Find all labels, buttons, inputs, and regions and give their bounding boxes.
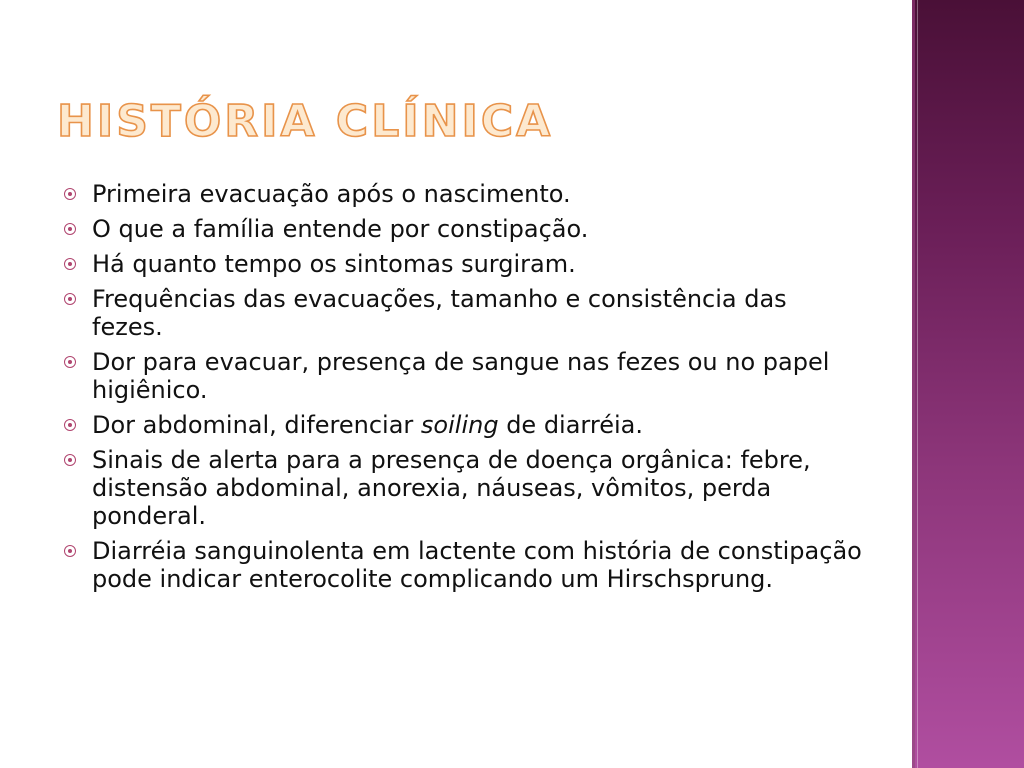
bullet-item: [62, 446, 862, 530]
circle-bullet-icon: [64, 293, 76, 305]
bullet-text: Há quanto tempo os sintomas surgiram.: [92, 250, 576, 278]
bullet-item: [62, 348, 862, 404]
bullet-item: [62, 215, 862, 243]
circle-bullet-icon: [64, 223, 76, 235]
circle-bullet-icon: [64, 258, 76, 270]
bullet-text: Sinais de alerta para a presença de doença orgânica: febre, distensão abdominal, anorexia, náuseas, vômitos, perda ponderal.: [92, 446, 811, 530]
bullet-item: [62, 537, 862, 593]
bullet-text: Primeira evacuação após o nascimento.: [92, 180, 571, 208]
slide-title: HISTÓRIA CLÍNICA: [57, 96, 554, 147]
bullet-emphasis: soiling: [420, 411, 499, 439]
bullet-text: Dor para evacuar, presença de sangue nas fezes ou no papel higiênico.: [92, 348, 830, 404]
circle-bullet-icon: [64, 356, 76, 368]
decorative-side-panel: [912, 0, 1024, 768]
bullet-item: [62, 411, 862, 439]
circle-bullet-icon: [64, 545, 76, 557]
bullet-list: [62, 180, 862, 600]
bullet-item: [62, 250, 862, 278]
circle-bullet-icon: [64, 188, 76, 200]
circle-bullet-icon: [64, 419, 76, 431]
bullet-text: Diarréia sanguinolenta em lactente com história de constipação pode indicar enterocolite complicando um Hirschsprung.: [92, 537, 862, 593]
bullet-text: Frequências das evacuações, tamanho e consistência das fezes.: [92, 285, 787, 341]
bullet-item: [62, 180, 862, 208]
circle-bullet-icon: [64, 454, 76, 466]
bullet-item: [62, 285, 862, 341]
bullet-text: O que a família entende por constipação.: [92, 215, 589, 243]
bullet-text-before: Dor abdominal, diferenciar: [92, 411, 421, 439]
bullet-text-after: de diarréia.: [498, 411, 643, 439]
